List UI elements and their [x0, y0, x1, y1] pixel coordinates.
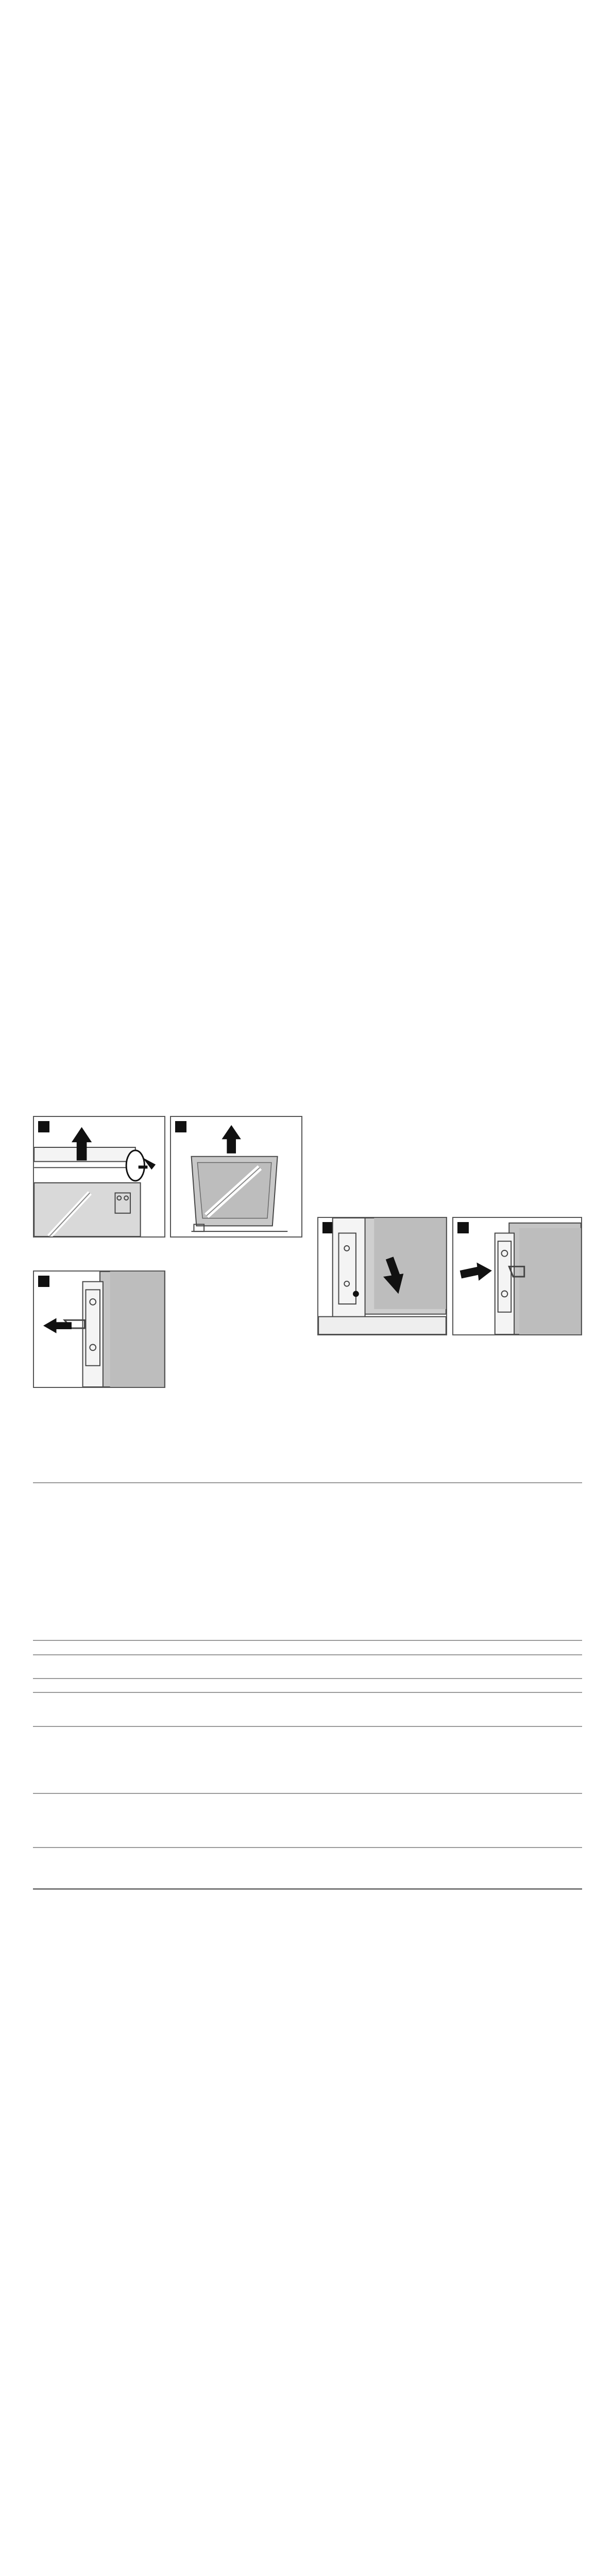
- hinge-clip-drawing: [34, 1272, 164, 1387]
- arrow-up-icon: [72, 1127, 92, 1142]
- table-bottom-rule: [33, 1888, 582, 1890]
- illustration-glass-pane-removal: [170, 1116, 302, 1238]
- illustration-door-top-cover: [33, 1116, 165, 1238]
- illustration-hinge-press-down: [317, 1217, 447, 1335]
- table-rule: [33, 1793, 582, 1794]
- illustration-hinge-clip-insert: [452, 1217, 582, 1335]
- door-cover-drawing: [34, 1117, 164, 1236]
- table-rule: [33, 1847, 582, 1848]
- hinge-insert-drawing: [453, 1218, 581, 1334]
- arrow-right-icon: [476, 1262, 491, 1280]
- arrow-up-icon: [222, 1125, 241, 1140]
- illustration-hinge-clip-pull: [33, 1270, 165, 1388]
- section-divider: [33, 1482, 582, 1483]
- table-rule: [33, 1726, 582, 1727]
- table-rule: [33, 1654, 582, 1655]
- hinge-press-drawing: [318, 1218, 446, 1334]
- table-rule: [33, 1678, 582, 1679]
- table-rule: [33, 1640, 582, 1641]
- glass-pane-drawing: [171, 1117, 301, 1236]
- arrow-up-shaft: [77, 1140, 87, 1160]
- arrow-left-icon: [43, 1318, 57, 1333]
- table-rule: [33, 1692, 582, 1693]
